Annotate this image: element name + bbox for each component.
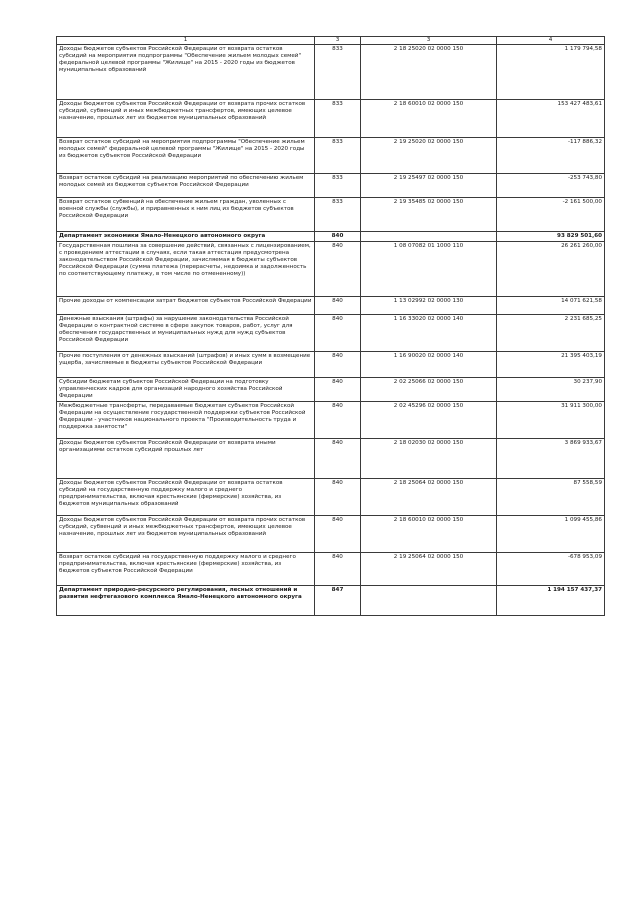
- row-amount: -253 743,80: [497, 174, 605, 198]
- table-header-row: [57, 37, 605, 45]
- row-amount: 1 099 455,86: [497, 516, 605, 553]
- row-kbk-code: 2 19 25020 02 0000 150: [361, 138, 497, 174]
- row-amount: 30 237,90: [497, 378, 605, 402]
- table-row: [57, 297, 605, 315]
- table-row: [57, 315, 605, 352]
- table-row: [57, 352, 605, 378]
- row-description: Возврат остатков субсидий на реализацию мероприятий по обеспечению жильем молодых семей из бюджетов субъектов Российской Федерации: [57, 174, 315, 198]
- row-kbk-code: 2 18 02030 02 0000 150: [361, 439, 497, 479]
- row-admin-code: 840: [315, 352, 361, 378]
- row-kbk-code: 2 18 25064 02 0000 150: [361, 479, 497, 516]
- row-kbk-code: 2 02 25066 02 0000 150: [361, 378, 497, 402]
- row-kbk-code: 2 19 25497 02 0000 150: [361, 174, 497, 198]
- row-description: Прочие поступления от денежных взысканий (штрафов) и иных сумм в возмещение ущерба, зачисляемые в бюджеты субъектов Российской Федерации: [57, 352, 315, 378]
- row-admin-code: 840: [315, 402, 361, 439]
- row-kbk-code: 2 18 25020 02 0000 150: [361, 45, 497, 100]
- row-description: Межбюджетные трансферты, передаваемые бюджетам субъектов Российской Федерации на осуществление государственной поддержки субъектов Российской Федерации - участников национального проекта "Производительность труда и поддержка занятости": [57, 402, 315, 439]
- row-admin-code: 833: [315, 174, 361, 198]
- row-admin-code: 840: [315, 297, 361, 315]
- row-kbk-code: 1 08 07082 01 1000 110: [361, 242, 497, 297]
- row-kbk-code: 2 18 60010 02 0000 150: [361, 516, 497, 553]
- row-description: Доходы бюджетов субъектов Российской Федерации от возврата иными организациями остатков субсидий прошлых лет: [57, 439, 315, 479]
- table-row: [57, 100, 605, 138]
- row-description: Государственная пошлина за совершение действий, связанных с лицензированием, с проведением аттестации в случаях, если такая аттестация предусмотрена законодательством Российской Федерации, зачисляемая в бюджеты субъектов Российской Федерации (сумма платежа (перерасчеты, недоимка и задолженность по соответствующему платежу, в том числе по отмененному)): [57, 242, 315, 297]
- row-kbk-code: 2 02 45296 02 0000 150: [361, 402, 497, 439]
- row-amount: 21 395 403,19: [497, 352, 605, 378]
- row-admin-code: 833: [315, 100, 361, 138]
- row-admin-code: 840: [315, 242, 361, 297]
- table-row: [57, 242, 605, 297]
- row-admin-code: 840: [315, 378, 361, 402]
- row-amount: 26 261 260,00: [497, 242, 605, 297]
- row-admin-code: 840: [315, 439, 361, 479]
- table-row: [57, 198, 605, 232]
- row-kbk-code: 2 18 60010 02 0000 150: [361, 100, 497, 138]
- row-admin-code: 840: [315, 232, 361, 242]
- row-amount: 3 869 933,67: [497, 439, 605, 479]
- table-row: [57, 138, 605, 174]
- row-description: Возврат остатков субсидий на мероприятия подпрограммы "Обеспечение жильем молодых семей" федеральной целевой программы "Жилище" на 2015 - 2020 годы из бюджетов субъектов Российской Федерации: [57, 138, 315, 174]
- table-row: [57, 553, 605, 586]
- row-admin-code: 833: [315, 138, 361, 174]
- row-amount: -2 161 500,00: [497, 198, 605, 232]
- row-amount: 153 427 483,61: [497, 100, 605, 138]
- row-description: Доходы бюджетов субъектов Российской Федерации от возврата остатков субсидий на мероприятия подпрограммы "Обеспечение жильем молодых семей" федеральной целевой программы "Жилище" на 2015 - 2020 годы из бюджетов муниципальных образований: [57, 45, 315, 100]
- row-amount: 31 911 300,00: [497, 402, 605, 439]
- row-description: Доходы бюджетов субъектов Российской Федерации от возврата остатков субсидий на государственную поддержку малого и среднего предпринимательства, включая крестьянские (фермерские) хозяйства, из бюджетов муниципальных образований: [57, 479, 315, 516]
- row-kbk-code: 1 16 90020 02 0000 140: [361, 352, 497, 378]
- revenue-table: [56, 36, 605, 616]
- header-col-1: 1: [57, 37, 315, 45]
- row-description: Возврат остатков субвенций на обеспечение жильем граждан, уволенных с военной службы (службы), и приравненных к ним лиц из бюджетов субъектов Российской Федерации: [57, 198, 315, 232]
- header-col-2: 3: [315, 37, 361, 45]
- table-row: [57, 439, 605, 479]
- row-kbk-code: 2 19 25064 02 0000 150: [361, 553, 497, 586]
- row-admin-code: 833: [315, 45, 361, 100]
- row-admin-code: 840: [315, 516, 361, 553]
- row-kbk-code: 1 16 33020 02 0000 140: [361, 315, 497, 352]
- row-amount: 1 179 794,58: [497, 45, 605, 100]
- table-row: [57, 174, 605, 198]
- table-row: [57, 516, 605, 553]
- header-col-4: 4: [497, 37, 605, 45]
- row-description: Субсидии бюджетам субъектов Российской Федерации на подготовку управленческих кадров для организаций народного хозяйства Российской Федерации: [57, 378, 315, 402]
- row-description: Департамент экономики Ямало-Ненецкого автономного округа: [57, 232, 315, 242]
- row-kbk-code: 2 19 35485 02 0000 150: [361, 198, 497, 232]
- row-description: Прочие доходы от компенсации затрат бюджетов субъектов Российской Федерации: [57, 297, 315, 315]
- row-amount: 2 231 685,25: [497, 315, 605, 352]
- table-row: [57, 378, 605, 402]
- row-admin-code: 833: [315, 198, 361, 232]
- table-row: [57, 479, 605, 516]
- table-row: [57, 45, 605, 100]
- row-amount: -117 886,32: [497, 138, 605, 174]
- row-description: Денежные взыскания (штрафы) за нарушение законодательства Российской Федерации о контрактной системе в сфере закупок товаров, работ, услуг для обеспечения государственных и муниципальных нужд для нужд субъектов Российской Федерации: [57, 315, 315, 352]
- table-row: [57, 232, 605, 242]
- row-description: Доходы бюджетов субъектов Российской Федерации от возврата прочих остатков субсидий, субвенций и иных межбюджетных трансфертов, имеющих целевое назначение, прошлых лет из бюджетов муниципальных образований: [57, 516, 315, 553]
- row-description: Департамент природно-ресурсного регулирования, лесных отношений и развития нефтегазового комплекса Ямало-Ненецкого автономного округа: [57, 586, 315, 616]
- row-admin-code: 840: [315, 315, 361, 352]
- table-row: [57, 586, 605, 616]
- row-kbk-code: [361, 586, 497, 616]
- row-amount: 93 829 501,60: [497, 232, 605, 242]
- row-amount: 1 194 157 437,37: [497, 586, 605, 616]
- row-kbk-code: 1 13 02992 02 0000 130: [361, 297, 497, 315]
- row-description: Возврат остатков субсидий на государственную поддержку малого и среднего предпринимательства, включая крестьянские (фермерские) хозяйства, из бюджетов субъектов Российской Федерации: [57, 553, 315, 586]
- row-admin-code: 840: [315, 479, 361, 516]
- row-description: Доходы бюджетов субъектов Российской Федерации от возврата прочих остатков субсидий, субвенций и иных межбюджетных трансфертов, имеющих целевое назначение, прошлых лет из бюджетов муниципальных образований: [57, 100, 315, 138]
- row-amount: 87 558,59: [497, 479, 605, 516]
- header-col-3: 3: [361, 37, 497, 45]
- row-admin-code: 847: [315, 586, 361, 616]
- row-amount: -678 953,09: [497, 553, 605, 586]
- row-kbk-code: [361, 232, 497, 242]
- table-row: [57, 402, 605, 439]
- row-admin-code: 840: [315, 553, 361, 586]
- row-amount: 14 071 621,58: [497, 297, 605, 315]
